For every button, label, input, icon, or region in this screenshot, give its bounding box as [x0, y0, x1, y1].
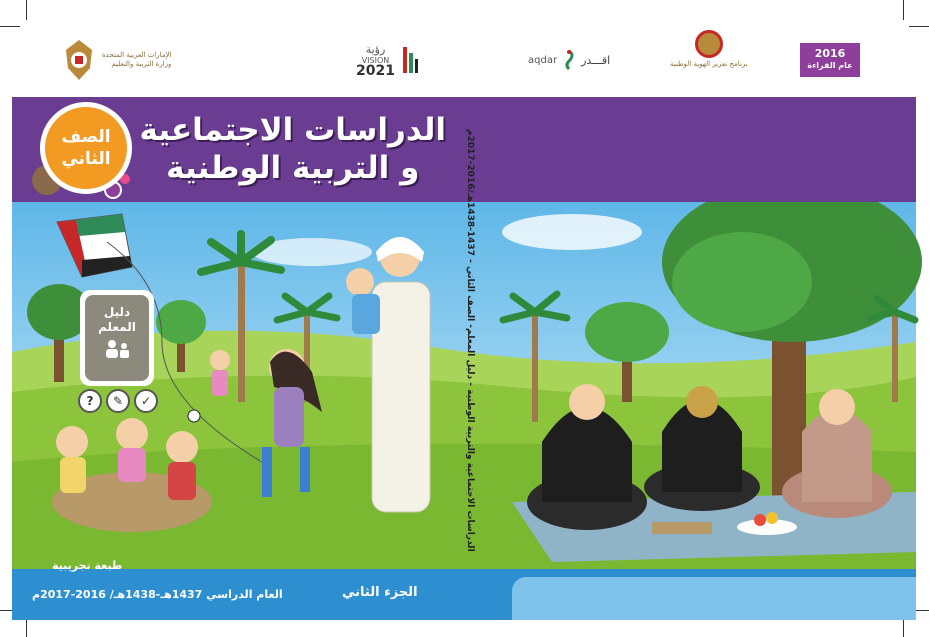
trial-edition-label: طبعة تجريبية [52, 559, 123, 572]
part-label: الجزء الثاني [342, 585, 418, 600]
ministry-logo [62, 30, 171, 90]
teacher-guide-badge [80, 290, 154, 386]
title-line1: الدراسات الاجتماعية [139, 112, 446, 148]
ministry-line1: الإمارات العربية المتحدة [102, 51, 172, 59]
guide-icons [78, 389, 158, 413]
national-identity-caption: برنامج تعزيز الهوية الوطنية [670, 60, 748, 68]
crop-mark [26, 617, 27, 637]
reading-year-number: 2016 [814, 47, 846, 60]
grade-value: الثاني [61, 149, 111, 169]
crop-mark [903, 0, 904, 20]
title-banner [12, 97, 916, 202]
national-identity-logo [670, 30, 748, 90]
crop-mark [903, 617, 904, 637]
grade-badge [40, 102, 132, 194]
crop-mark [0, 26, 20, 27]
ministry-text [102, 51, 171, 69]
grade-label: الصف [61, 127, 111, 147]
reading-year-label: عام القراءة [807, 61, 853, 70]
question-icon: ? [78, 389, 102, 413]
pencil-icon: ✎ [106, 389, 130, 413]
crop-mark [909, 26, 929, 27]
vision-arabic: رؤية [365, 42, 386, 56]
academic-year-label: العام الدراسي 1437هـ-1438هـ/ 2016-2017م [32, 588, 283, 601]
vision-flame-icon [401, 43, 419, 77]
aqdar-arabic: اقـــدر [581, 53, 611, 67]
aqdar-latin: aqdar [528, 54, 558, 66]
book-cover [12, 97, 916, 620]
title-line2: و التربية الوطنية [166, 150, 420, 186]
guide-people-icon [102, 338, 132, 360]
aqdar-swoosh-icon [563, 49, 575, 71]
aqdar-logo [528, 30, 610, 90]
national-identity-emblem-icon [695, 30, 723, 58]
ministry-line2: وزارة التربية والتعليم [111, 60, 172, 68]
crop-mark [26, 0, 27, 20]
uae-emblem-icon [62, 38, 96, 82]
bottom-band-accent [512, 577, 916, 620]
vision-label: VISION [361, 55, 390, 65]
spine-text: الدراسات الاجتماعية والتربية الوطنية - دليل المعلم- الصف الثاني - 1437-1438هـ/2016-2017م [465, 129, 475, 552]
vision-year: 2021 [356, 62, 395, 79]
vision-2021-logo [356, 30, 419, 90]
checkmark-icon: ✓ [134, 389, 158, 413]
reading-year-badge [800, 43, 860, 77]
guide-line2: المعلم [98, 320, 136, 334]
book-title [140, 111, 446, 187]
guide-line1: دليل [103, 305, 131, 319]
reading-year-logo [800, 30, 860, 90]
